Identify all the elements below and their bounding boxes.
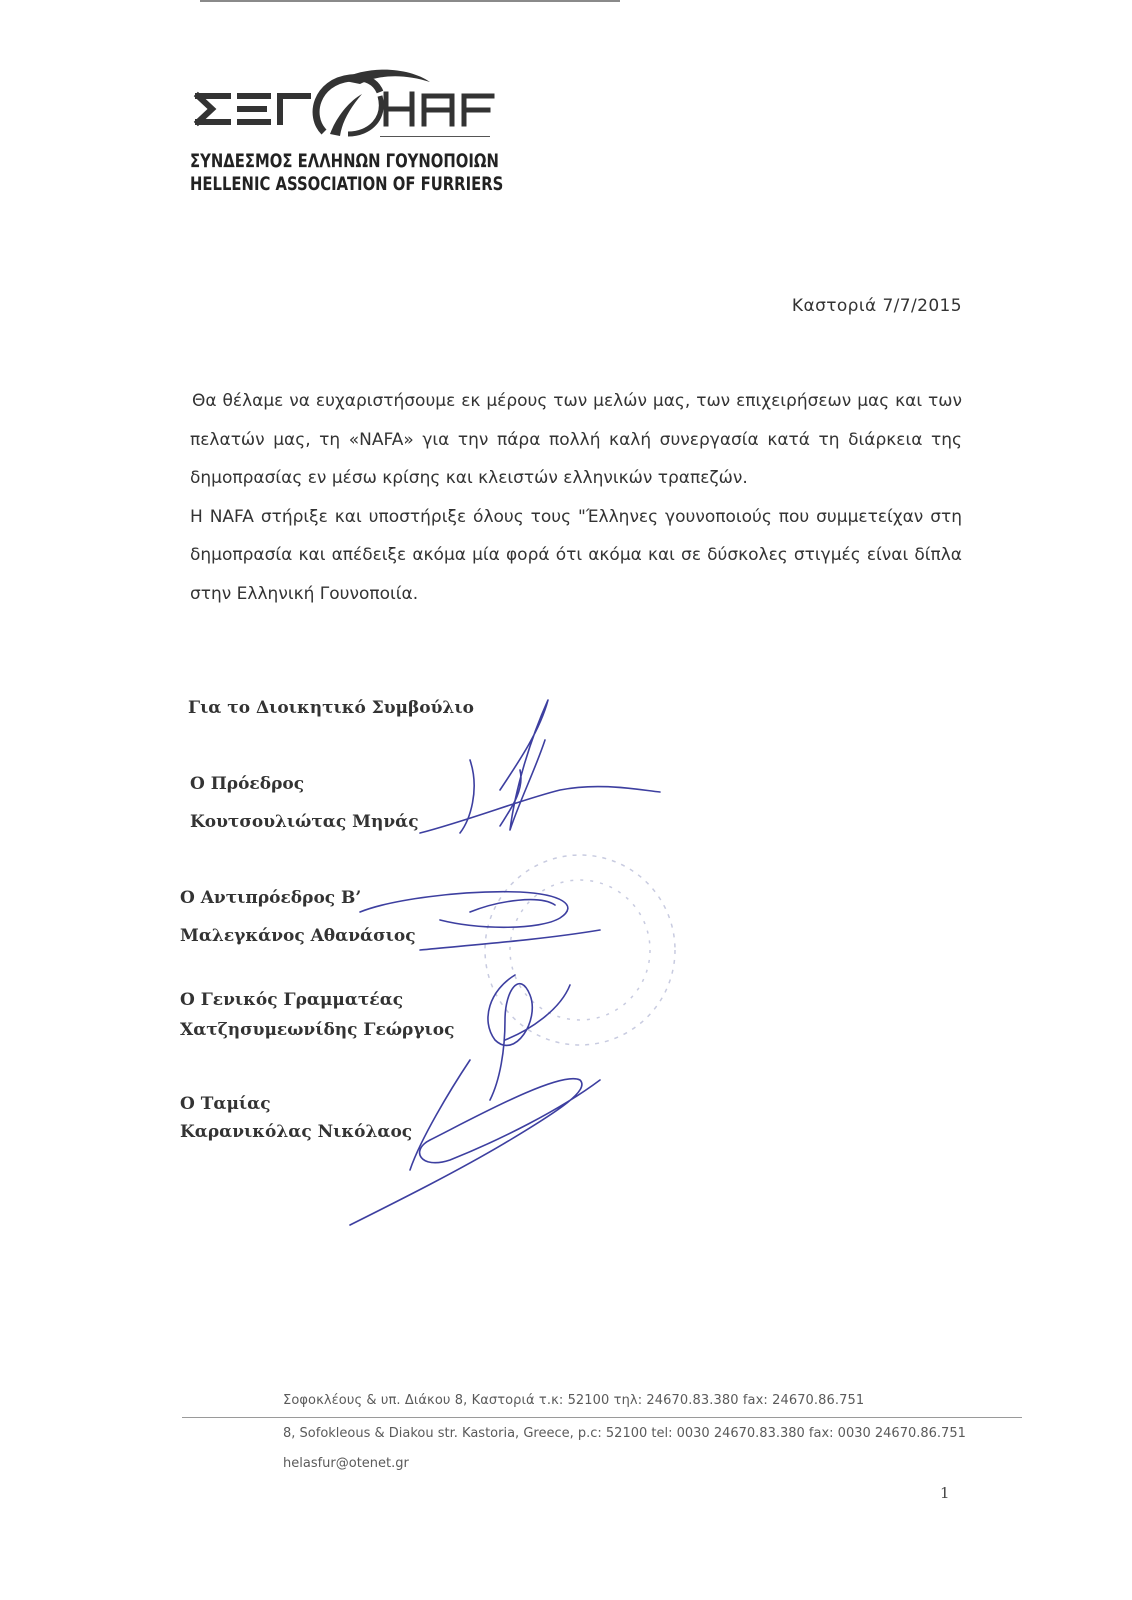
body-paragraph-2: Η NAFA στήριξε και υποστήριξε όλους τους "Έλληνες γουνοποιούς που συμμετείχαν στη δημοπρασία και απέδειξε ακόμα μία φορά ότι ακόμα και σε δύσκολες στιγμές είναι δίπλα στην Ελληνική Γουνοποιία. [190, 506, 962, 604]
page-number: 1 [940, 1484, 950, 1502]
president-name: Κουτσουλιώτας Μηνάς [190, 812, 419, 832]
letter-body [190, 382, 962, 613]
vice-president-name: Μαλεγκάνος Αθανάσιος [180, 926, 416, 946]
board-label: Για το Διοικητικό Συμβούλιο [188, 698, 474, 718]
treasurer-title: Ο Ταμίας [180, 1094, 271, 1114]
footer-divider [182, 1417, 1022, 1418]
org-name-greek: ΣΥΝΔΕΣΜΟΣ ΕΛΛΗΝΩΝ ΓΟΥΝΟΠΟΙΩΝ [190, 150, 499, 172]
footer-address-english: 8, Sofokleous & Diakou str. Kastoria, Greece, p.c: 52100 tel: 0030 24670.83.380 fax: 0030 24670.86.751 [283, 1426, 966, 1441]
president-title: Ο Πρόεδρος [190, 774, 305, 794]
faint-stamp [485, 855, 675, 1045]
letter-date: Καστοριά 7/7/2015 [791, 296, 962, 316]
president-signature [420, 700, 660, 833]
top-edge-line [200, 0, 620, 2]
secretary-name: Χατζησυμεωνίδης Γεώργιος [180, 1020, 455, 1040]
org-name-english: HELLENIC ASSOCIATION OF FURRIERS [190, 173, 504, 195]
organization-name [190, 150, 503, 196]
treasurer-name: Καρανικόλας Νικόλαος [180, 1122, 413, 1142]
footer-address-greek: Σοφοκλέους & υπ. Διάκου 8, Καστοριά τ.κ: 52100 τηλ: 24670.83.380 fax: 24670.86.751 [283, 1393, 865, 1408]
logo-mark [190, 62, 510, 150]
association-logo [190, 62, 510, 150]
secretary-signature [488, 975, 570, 1100]
body-paragraph-1: Θα θέλαμε να ευχαριστήσουμε εκ μέρους των μελών μας, των επιχειρήσεων μας και των πελατών μας, τη «NAFA» για την πάρα πολλή καλή συνεργασία κατά τη διάρκεια της δημοπρασίας εν μέσω κρίσης και κλειστών ελληνικών τραπεζών. [190, 391, 962, 488]
footer-email: helasfur@otenet.gr [283, 1456, 409, 1471]
secretary-title: Ο Γενικός Γραμματέας [180, 990, 404, 1010]
treasurer-signature [350, 1060, 600, 1225]
vice-president-title: Ο Αντιπρόεδρος Β’ [180, 888, 362, 908]
